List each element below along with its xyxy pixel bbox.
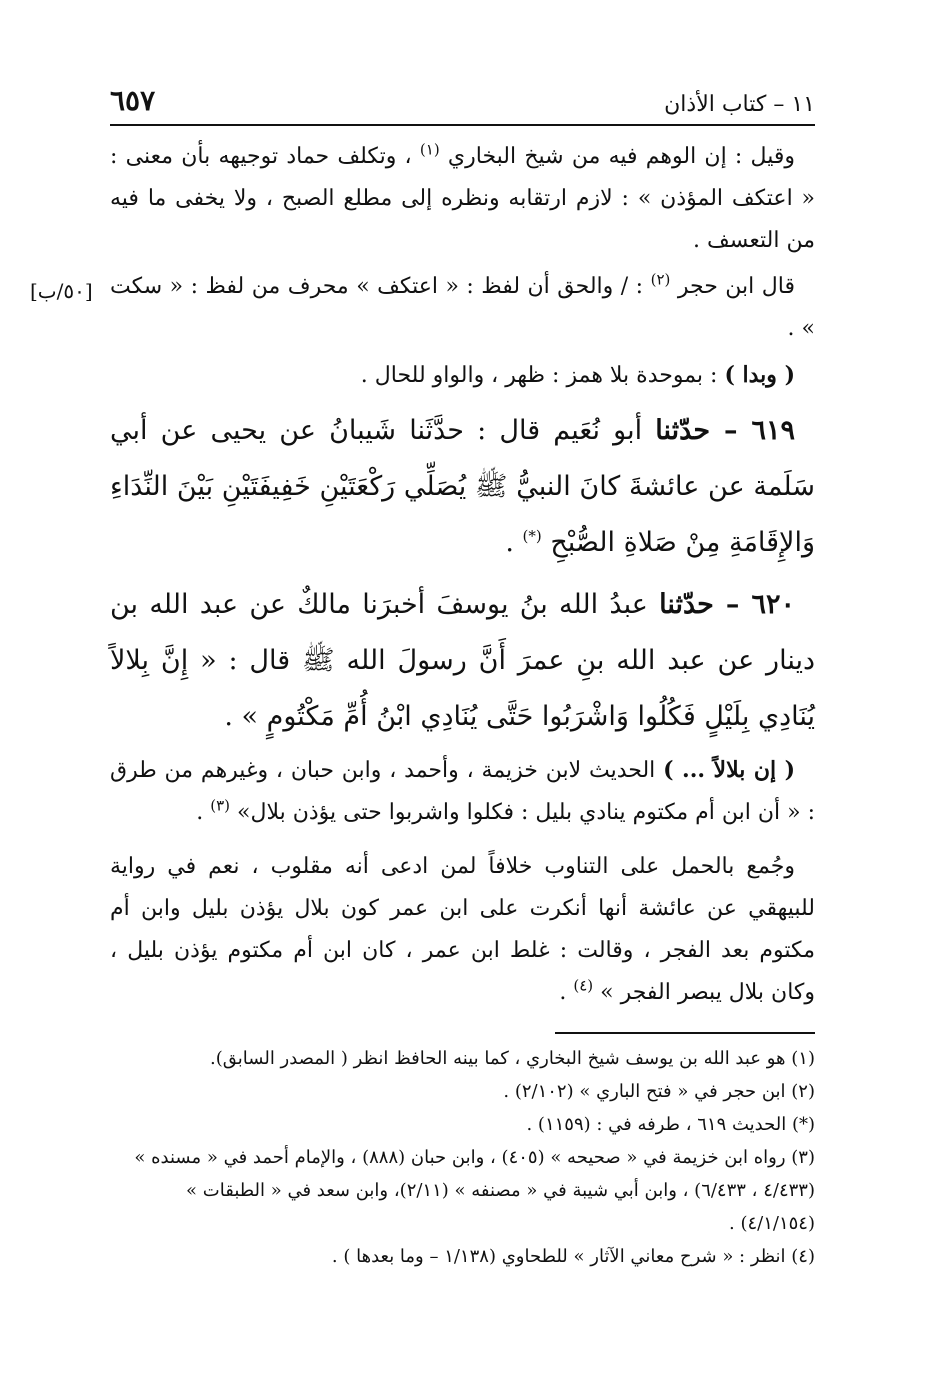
page-header	[110, 70, 815, 126]
hadith-620-text: عبدُ الله بنُ يوسفَ أخبرَنا مالكٌ عن عبد الله بن دينار عن عبد الله بنِ عمرَ أَنَّ رسولَ الله ﷺ قال : « إِنَّ بِلالاً يُنَادِي بِلَيْلٍ فَكُلُوا وَاشْرَبُوا حَتَّى يُنَادِي ابْنُ أُمِّ مَكْتُومٍ » .	[110, 589, 815, 732]
footnote-4: (٤) انظر : « شرح معاني الآثار » للطحاوي (١/١٣٨ – وما بعدها ) .	[331, 1246, 815, 1267]
paragraph-5-text: وجُمع بالحمل على التناوب خلافاً لمن ادعى أنه مقلوب ، نعم في رواية للبيهقي عن عائشة أنها أنكرت على ابن عمر كون بلال يؤذن بليل وابن أم مكتوم بعد الفجر ، وقالت : غلط ابن عمر ، كان ابن أم مكتوم يؤذن بليل ، وكان بلال يبصر الفجر »	[110, 854, 815, 1005]
chapter-title: ١١ – كتاب الأذان	[664, 91, 815, 117]
footnotes	[110, 1042, 815, 1273]
paragraph-3	[110, 354, 815, 397]
paragraph-4-text: الحديث لابن خزيمة ، وأحمد ، وابن حبان ، وغيرهم من طرق : « أن ابن أم مكتوم ينادي بليل : فكلوا واشربوا حتى يؤذن بلال»	[110, 758, 815, 825]
footnote-ref-3: (٣)	[210, 796, 231, 815]
paragraph-4: ( إن بلالاً ... ) الحديث لابن خزيمة ، وأحمد ، وابن حبان ، وغيرهم من طرق : « أن ابن أم مكتوم ينادي بليل : فكلوا واشربوا حتى يؤذن بلال» $^{(٣)}$ .	[110, 757, 815, 825]
lemma-inna-bilalan: ( إن بلالاً ... )	[663, 757, 796, 783]
footnote-separator	[555, 1032, 815, 1034]
hadith-619-number: ٦١٩ – حدّثنا	[655, 415, 795, 446]
paragraph-5: وجُمع بالحمل على التناوب خلافاً لمن ادعى أنه مقلوب ، نعم في رواية للبيهقي عن عائشة أنها أنكرت على ابن عمر كون بلال يؤذن بليل وابن أم مكتوم بعد الفجر ، وقالت : غلط ابن عمر ، كان ابن أم مكتوم يؤذن بليل ، وكان بلال يبصر الفجر » $^{(٤)}$ .	[110, 854, 815, 1005]
footnote-ref-1: (١)	[419, 140, 440, 159]
footnote-star: (*) الحديث ٦١٩ ، طرفه في : (١١٥٩) .	[526, 1114, 815, 1135]
hadith-619-text: أبو نُعَيم قال : حدَّثَنا شَيبانُ عن يحيى عن أبي سَلَمة عن عائشةَ كانَ النبيُّ ﷺ يُصَلِّي رَكْعَتَيْنِ خَفِيفَتَيْنِ بَيْنَ النِّدَاءِ وَالإِقَامَةِ مِنْ صَلاةِ الصُّبْحِ	[110, 415, 815, 558]
paragraph-1	[110, 136, 815, 262]
paragraph-2-text-a: قال ابن حجر	[677, 274, 795, 299]
margin-folio-reference: [٥٠/ب]	[30, 279, 93, 303]
hadith-619: ٦١٩ – حدّثنا أبو نُعَيم قال : حدَّثَنا شَيبانُ عن يحيى عن أبي سَلَمة عن عائشةَ كانَ النبيُّ ﷺ يُصَلِّي رَكْعَتَيْنِ خَفِيفَتَيْنِ بَيْنَ النِّدَاءِ وَالإِقَامَةِ مِنْ صَلاةِ الصُّبْحِ (*) .	[110, 415, 815, 558]
footnote-2: (٢) ابن حجر في « فتح الباري » (٢/١٠٢) .	[503, 1081, 815, 1102]
footnote-3: (٣) رواه ابن خزيمة في « صحيحه » (٤٠٥) ، وابن حبان (٨٨٨) ، والإمام أحمد في « مسنده » (٤/٤٣٣ ، ٦/٤٣٣) ، وابن أبي شيبة في « مصنفه » (٢/١١)، وابن سعد في « الطبقات » (٤/١/١٥٤) .	[134, 1147, 815, 1234]
footnote-ref-star: (*)	[522, 527, 542, 545]
lemma-wabada: ( وبدا )	[724, 362, 795, 388]
footnote-ref-4: (٤)	[573, 976, 594, 995]
document-page	[30, 70, 815, 1320]
hadith-620	[110, 577, 815, 745]
paragraph-3-text: : بموحدة بلا همز : ظهر ، والواو للحال .	[360, 363, 718, 388]
footnote-ref-2: (٢)	[650, 270, 671, 289]
paragraph-2-text-b: : / والحق أن لفظ : « اعتكف » محرف من لفظ : « سكت » .	[110, 274, 815, 341]
footnote-1: (١) هو عبد الله بن يوسف شيخ البخاري ، كما بينه الحافظ انظر ( المصدر السابق).	[210, 1048, 815, 1069]
paragraph-1-text-b: ، وتكلف حماد توجيهه بأن معنى : « اعتكف المؤذن » : لازم ارتقابه ونظره إلى مطلع الصبح ، ولا يخفى ما فيه من التعسف .	[110, 144, 815, 253]
paragraph-1-text-a: وقيل : إن الوهم فيه من شيخ البخاري	[447, 144, 795, 169]
paragraph-2	[30, 266, 815, 350]
hadith-620-number: ٦٢٠ – حدّثنا	[659, 589, 795, 620]
page-number: ٦٥٧	[110, 84, 156, 118]
